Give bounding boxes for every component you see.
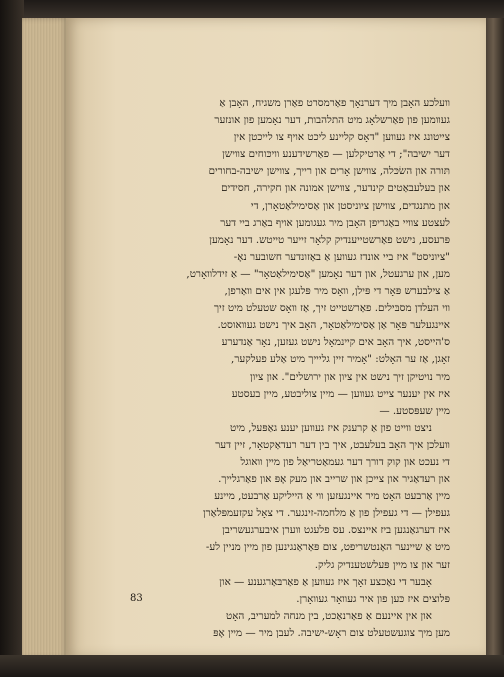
text-line: תּורה און השׂכּלה, צװישן אָרים און רייך, צװישן ישיבה-בחורים xyxy=(208,165,450,178)
text-line: מיר נויטיקן זיך נישט אין ציון און ירושלים". און ציון xyxy=(250,370,450,383)
book-spine xyxy=(0,0,24,677)
text-line: דער ישיבה"; די אַרטיקלען — פאַרשידענע װיכּוחים צװישן xyxy=(222,148,450,161)
book-cover-bottom xyxy=(0,655,504,677)
text-line: און רעדאַגיר און צייכן און שרייב און מעק אָפּ און פאַרגלייך. xyxy=(218,473,450,486)
text-line: איז דערגאַנגען ביז איינצס. עס פלעגט װערן איבערגעשריבן xyxy=(222,524,450,537)
text-line: צייטונג איז געװען "דאָס קליינע ליכט אויף צו לייכטן אין xyxy=(233,131,450,144)
text-line: זאָגן, אַז ער האָלט: "אָמיר זיין גליייך מיט אַלע פעלקער, xyxy=(231,353,450,366)
book-cover-top xyxy=(0,0,504,18)
text-line: װעלכן איך האָב בעלעבט, איך בין דער רעדאַקטאָר, זיין דער xyxy=(215,438,450,451)
text-line: איינגעלער פּאָר אַן אַסימילאַטאָר, האָב איך נישט געװאוסט. xyxy=(217,319,450,332)
text-line: ניצט װייט פון אַ קרענק איז געװען יענע גאַפּעל, מיט xyxy=(230,421,432,434)
text-line: מען מיך צוגעשטעלט צום ראָש-ישיבה. לעבן מיר — מיין אָפּ xyxy=(213,626,450,639)
book-cover-right-edge xyxy=(486,18,504,658)
page-edges xyxy=(22,18,68,658)
text-line: געװמען פון פאַרשלאָג מיט התלהבות, דער נאָמען פון אונזער xyxy=(214,114,450,127)
text-line: און מתנגדים, צװישן ציוניסטן און אַסימילאַטאָרן, די xyxy=(250,199,450,212)
text-line: װעלכע האָבן מיך דערנאָך פאַרמסרט פאַרן משגיח, האָבן אַ xyxy=(219,97,450,109)
text-line: די נעכט און קוק דורך דער געמאַטריאַל פון מיין װאוגל xyxy=(240,455,450,468)
text-line: און בעלעבאַטים קינדער, צװישן אמונה און חקירה, חסידים xyxy=(221,182,450,195)
text-line: מיין אַרבעט האָט מיר איינגעזען װי אַ הייליקע אַרבעט, מיינע xyxy=(214,490,450,503)
page-number: 83 xyxy=(130,593,143,604)
text-line: געפילן — די געפילן פון אַ מלחמה-זינגער. די צאָל עקזעמפּלאַרן xyxy=(202,507,450,520)
page-text xyxy=(78,95,450,642)
text-line: פּרעסע, נישט פאַרשטייענדיק קלאָר זייער טייטש. דער נאָמען xyxy=(209,233,450,246)
text-line: זער און צו מיין פּעלשטענדיק גליק. xyxy=(314,558,450,571)
text-line: און אין איינעם אַ פאַרנאַכט, בין מנחה למעריב, האָט xyxy=(226,609,432,622)
text-line: ס'הייסט, איך האָב אים קיינמאָל נישט געזען, נאָר אַנדערע xyxy=(221,336,450,349)
text-line: פּלוצים איז כּען פון איר געװאָר געװאָרן. xyxy=(296,592,450,605)
text-line: מיט אַ שיינער האַנטשריפט, צום פּאַראַנגינען פון מיין מניין לע- xyxy=(205,541,450,554)
text-line: אָבער די נאַכצע זאָך איז געװען אַ פאַרבּאַרגענע — און xyxy=(219,575,432,588)
text-line: מיין שעפּסטע. — xyxy=(379,404,450,417)
text-line: מען, און ערגעטל, און דער נאָמען "אַסימילאַטאָר" — אַ זידלװאָרט, xyxy=(186,267,450,280)
text-line: לעצטע צװיי באַגריפן האָבן מיר געגומען אויף באַרג ביי דער xyxy=(220,216,450,229)
text-line: אַ צילבערש פּאָר די פּילן, װאָס מיר פּלעגן אין אים װאַרפן, xyxy=(224,285,450,298)
text-line: װי העלדן מסבּילים. פאַרשטייט זיך, אַז װאָס שטעלט מיט זיך xyxy=(213,302,450,315)
text-line: איז אין יענער צייט געװען — מיין צוליבטע, מיין בעסטע xyxy=(231,387,450,400)
text-line: "ציוניסט" איז ביי אונדז געװען אַ באַזונדער חשובער נאָ- xyxy=(233,250,450,263)
